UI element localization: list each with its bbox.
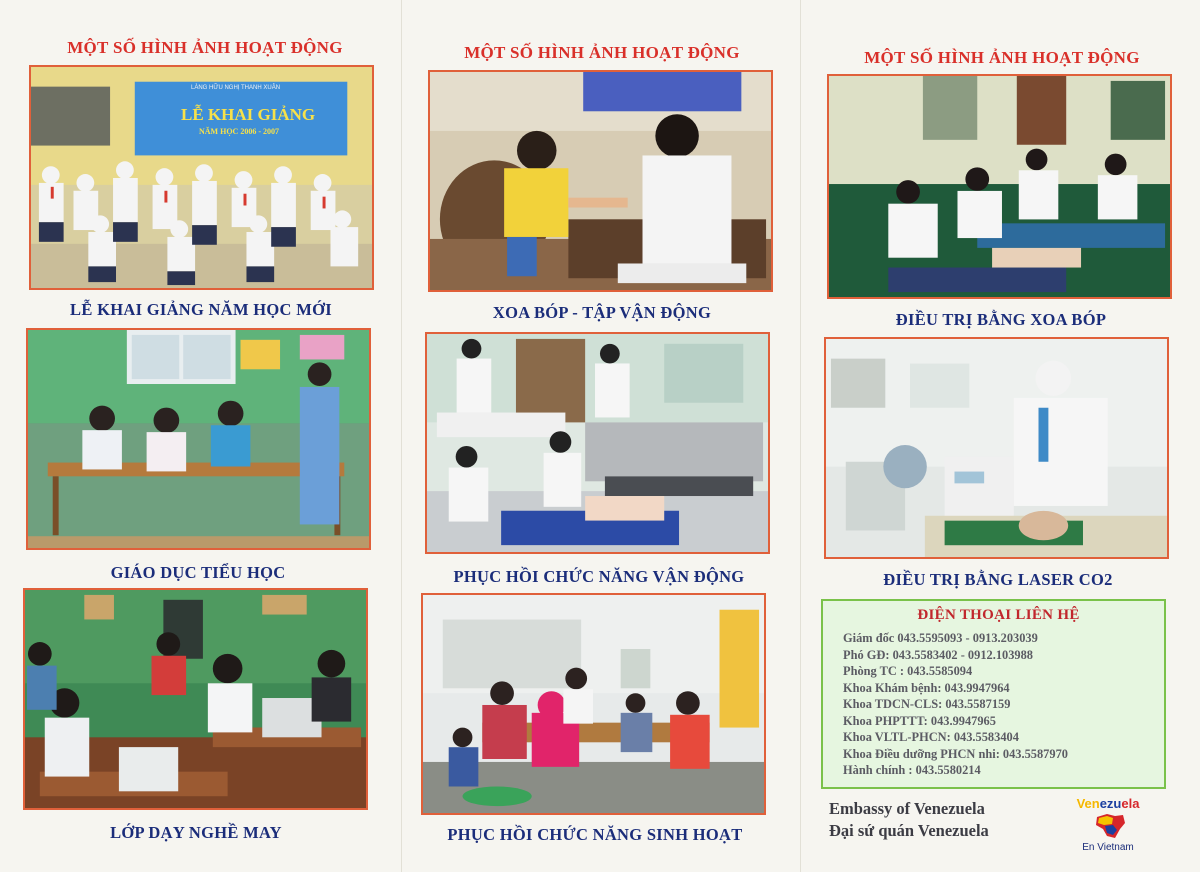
panel-divider-right <box>800 0 801 872</box>
contact-line: Khoa Điều dưỡng PHCN nhi: 043.5587970 <box>843 746 1068 761</box>
caption-daily-living-rehabilitation: PHỤC HỒI CHỨC NĂNG SINH HOẠT <box>447 825 743 844</box>
photo-massage-therapy <box>827 74 1172 299</box>
contact-line: Giám đốc 043.5595093 - 0913.203039 <box>843 631 1038 645</box>
venezuela-logo-word: Venezuela <box>1076 796 1140 811</box>
contact-line: Khoa PHPTTT: 043.9947965 <box>843 713 996 728</box>
banner-title-text: LỄ KHAI GIẢNG <box>181 105 316 124</box>
contact-line: Hành chính : 043.5580214 <box>843 763 981 777</box>
embassy-credit <box>829 798 989 842</box>
photo-opening-ceremony <box>29 65 374 290</box>
contact-line: Khoa Khám bệnh: 043.9947964 <box>843 680 1010 695</box>
contact-phone-box <box>821 599 1166 789</box>
contact-line: Khoa VLTL-PHCN: 043.5583404 <box>843 730 1019 744</box>
caption-motor-rehabilitation: PHỤC HỒI CHỨC NĂNG VẬN ĐỘNG <box>453 567 745 586</box>
contact-title: ĐIỆN THOẠI LIÊN HỆ <box>917 607 1080 623</box>
contact-line: Phòng TC : 043.5585094 <box>843 664 973 678</box>
venezuela-logo <box>1063 796 1153 858</box>
contact-line: Khoa TDCN-CLS: 043.5587159 <box>843 697 1011 711</box>
embassy-name-vietnamese: Đại sứ quán Venezuela <box>829 821 989 840</box>
embassy-name-english: Embassy of Venezuela <box>829 799 985 818</box>
caption-primary-education: GIÁO DỤC TIỂU HỌC <box>110 563 286 582</box>
photo-daily-living-rehabilitation <box>421 593 766 815</box>
banner-year-text: NĂM HỌC 2006 - 2007 <box>199 127 279 136</box>
photo-primary-education <box>26 328 371 550</box>
banner-top-text: LÀNG HỮU NGHỊ THANH XUÂN <box>191 85 281 91</box>
photo-laser-therapy <box>824 337 1169 559</box>
caption-massage-therapy: ĐIỀU TRỊ BẰNG XOA BÓP <box>895 310 1107 329</box>
photo-massage-exercise <box>428 70 773 292</box>
venezuela-logo-subtitle: En Vietnam <box>1082 842 1134 853</box>
contact-line: Phó GĐ: 043.5583402 - 0912.103988 <box>843 647 1033 662</box>
panel-1-heading: MỘT SỐ HÌNH ẢNH HOẠT ĐỘNG <box>67 38 343 57</box>
panel-3-heading: MỘT SỐ HÌNH ẢNH HOẠT ĐỘNG <box>864 48 1140 67</box>
caption-opening-ceremony: LỄ KHAI GIẢNG NĂM HỌC MỚI <box>70 300 332 319</box>
caption-sewing-class: LỚP DẠY NGHỀ MAY <box>110 823 282 842</box>
photo-motor-rehabilitation <box>425 332 770 554</box>
panel-2-heading: MỘT SỐ HÌNH ẢNH HOẠT ĐỘNG <box>464 43 740 62</box>
panel-divider-left <box>401 0 402 872</box>
venezuela-map-icon <box>1093 811 1127 841</box>
caption-laser-therapy: ĐIỀU TRỊ BẰNG LASER CO2 <box>883 570 1113 589</box>
photo-sewing-class <box>23 588 368 810</box>
caption-massage-exercise: XOA BÓP - TẬP VẬN ĐỘNG <box>492 303 712 322</box>
